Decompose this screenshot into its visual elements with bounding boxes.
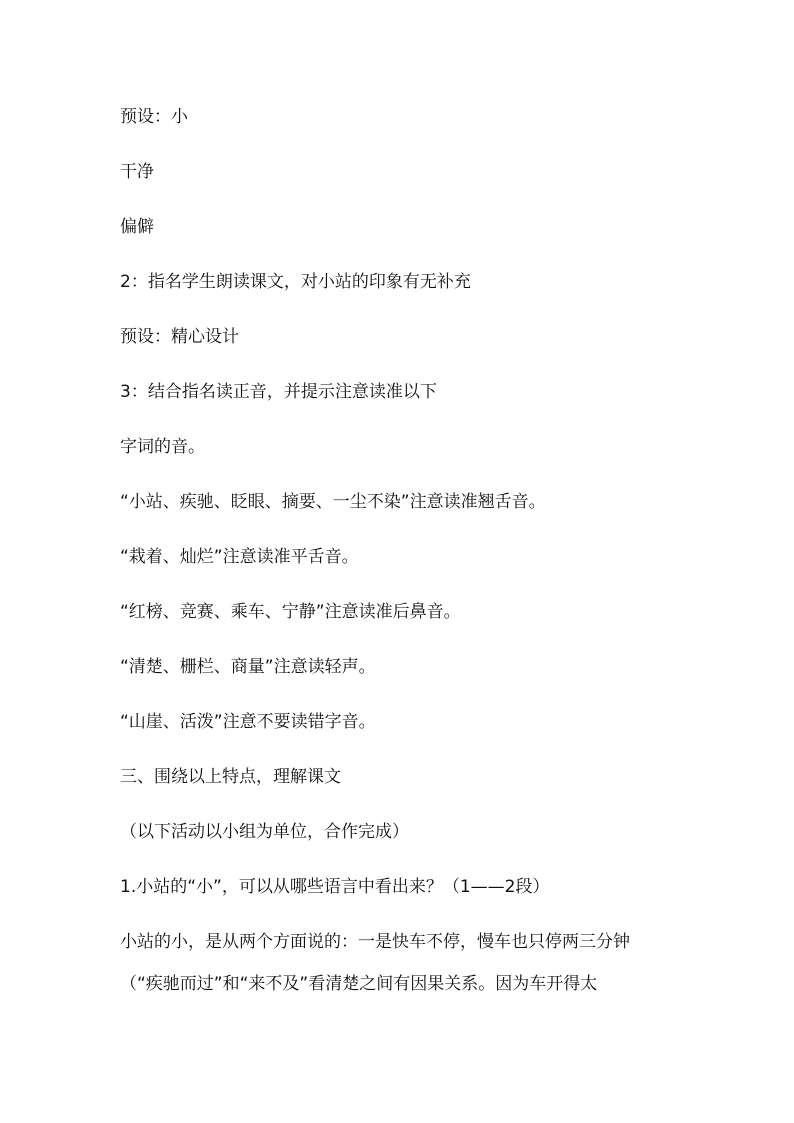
group-activity-note: （以下活动以小组为单位，合作完成） — [120, 822, 409, 842]
pronunciation-flat-tongue: “栽着、灿烂”注意读准平舌音。 — [120, 547, 359, 567]
question-1: 1.小站的“小”，可以从哪些语言中看出来？（1——2段） — [120, 877, 550, 897]
pronunciation-retroflex: “小站、疾驰、眨眼、摘要、一尘不染”注意读准翘舌音。 — [120, 492, 546, 512]
answer-paragraph-line-2: （“疾驰而过”和“来不及”看清楚之间有因果关系。因为车开得太 — [120, 974, 598, 994]
pronunciation-neutral-tone: “清楚、栅栏、商量”注意读轻声。 — [120, 657, 376, 677]
preset-line-remote: 偏僻 — [120, 217, 154, 237]
preset-line-design: 预设：精心设计 — [120, 327, 239, 347]
step-3-instruction: 3：结合指名读正音，并提示注意读准以下 — [120, 382, 437, 402]
step-2-instruction: 2：指名学生朗读课文，对小站的印象有无补充 — [120, 272, 471, 292]
answer-paragraph-line-1: 小站的小，是从两个方面说的：一是快车不停，慢车也只停两三分钟 — [120, 932, 630, 952]
step-3-continuation: 字词的音。 — [120, 437, 205, 457]
preset-line-small: 预设：小 — [120, 107, 188, 127]
pronunciation-common-errors: “山崖、活泼”注意不要读错字音。 — [120, 712, 376, 732]
pronunciation-back-nasal: “红榜、竞赛、乘车、宁静”注意读准后鼻音。 — [120, 602, 461, 622]
section-heading-understanding: 三、围绕以上特点，理解课文 — [120, 767, 341, 787]
preset-line-clean: 干净 — [120, 162, 154, 182]
